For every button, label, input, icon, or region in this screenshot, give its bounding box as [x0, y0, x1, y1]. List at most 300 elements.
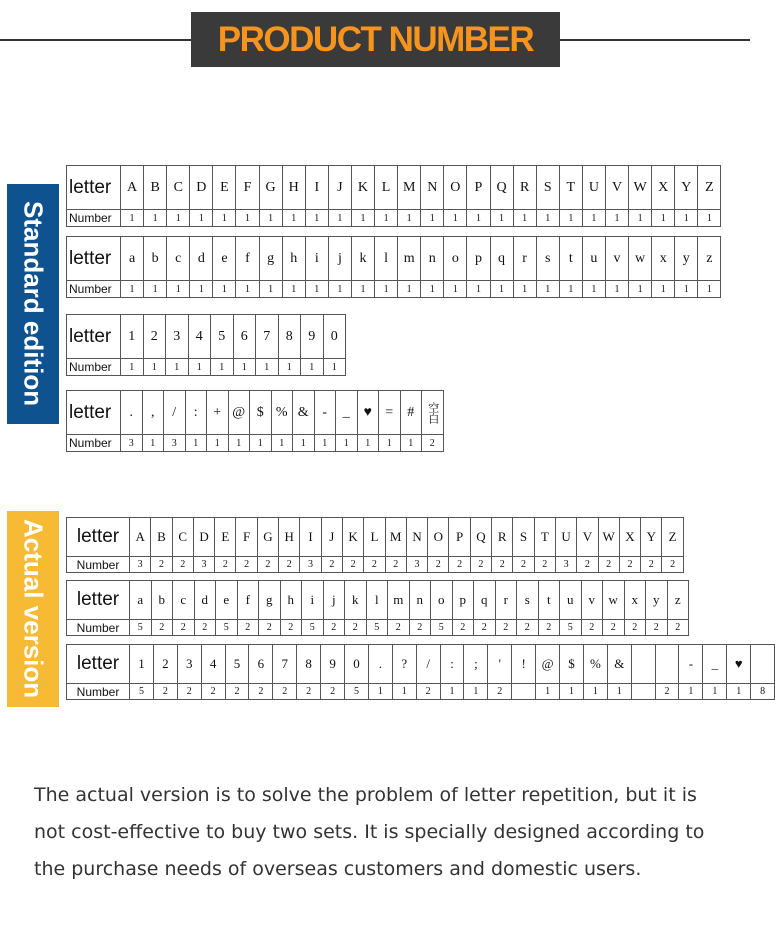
number-cell: 2 — [645, 619, 668, 636]
letter-label: letter — [66, 314, 121, 359]
symbol-cell: e — [215, 580, 238, 620]
number-label: Number — [66, 358, 121, 376]
number-cell: 1 — [305, 209, 329, 227]
symbol-cell: y — [645, 580, 668, 620]
symbol-cell: o — [430, 580, 453, 620]
number-cell: 2 — [491, 556, 513, 573]
header-rule-right — [560, 39, 750, 41]
number-cell: 1 — [440, 683, 465, 700]
symbol-cell: . — [120, 390, 143, 435]
number-cell: 1 — [392, 683, 417, 700]
number-cell: 2 — [151, 619, 174, 636]
symbol-cell: p — [452, 580, 475, 620]
actual-table-3 — [67, 645, 775, 700]
number-cell: 1 — [259, 280, 283, 298]
number-cell: 1 — [235, 209, 259, 227]
symbol-cell: G — [259, 165, 283, 210]
number-row — [67, 435, 444, 452]
symbol-cell: a — [129, 580, 152, 620]
number-cell: 2 — [344, 619, 367, 636]
symbol-cell: . — [368, 644, 393, 684]
number-cell: 1 — [206, 434, 229, 452]
symbol-cell: Z — [661, 517, 683, 557]
symbol-cell: K — [351, 165, 375, 210]
number-cell: 1 — [374, 209, 398, 227]
number-cell: 2 — [640, 556, 662, 573]
number-cell: 2 — [495, 619, 518, 636]
number-cell: 1 — [142, 434, 165, 452]
symbol-cell: v — [581, 580, 604, 620]
number-cell: 1 — [351, 280, 375, 298]
number-cell: 2 — [661, 556, 683, 573]
number-cell: 1 — [120, 209, 144, 227]
number-cell: 1 — [143, 280, 167, 298]
symbol-cell: Z — [697, 165, 721, 210]
number-cell: 1 — [143, 209, 167, 227]
actual-table-2 — [67, 581, 689, 636]
symbol-cell: N — [420, 165, 444, 210]
number-cell: 2 — [342, 556, 364, 573]
symbol-cell: u — [582, 236, 606, 281]
number-cell: 1 — [314, 434, 337, 452]
symbol-row — [67, 581, 689, 620]
symbol-cell: = — [378, 390, 401, 435]
actual-table-1 — [67, 518, 684, 573]
symbol-cell: O — [443, 165, 467, 210]
number-cell: 1 — [282, 280, 306, 298]
symbol-cell: X — [651, 165, 675, 210]
symbol-cell: M — [385, 517, 407, 557]
symbol-cell: $ — [559, 644, 584, 684]
number-cell: 2 — [538, 619, 561, 636]
number-cell: 2 — [194, 619, 217, 636]
symbol-cell: J — [321, 517, 343, 557]
symbol-cell: E — [212, 165, 236, 210]
symbol-cell: H — [278, 517, 300, 557]
number-cell: 1 — [185, 434, 208, 452]
number-cell: 2 — [512, 556, 534, 573]
number-cell: 1 — [400, 434, 423, 452]
number-cell: 2 — [248, 683, 273, 700]
number-cell: 1 — [463, 683, 488, 700]
symbol-cell: 1 — [129, 644, 154, 684]
symbol-cell: o — [443, 236, 467, 281]
number-cell: 2 — [534, 556, 556, 573]
symbol-row — [67, 166, 721, 210]
symbol-cell — [655, 644, 680, 684]
actual-version-banner — [7, 511, 59, 707]
number-cell: 1 — [628, 280, 652, 298]
number-cell: 5 — [344, 683, 369, 700]
symbol-cell: , — [142, 390, 165, 435]
number-cell: 1 — [443, 209, 467, 227]
symbol-cell: r — [495, 580, 518, 620]
number-cell: 1 — [697, 280, 721, 298]
symbol-cell: + — [206, 390, 229, 435]
symbol-cell: A — [129, 517, 151, 557]
symbol-cell: w — [628, 236, 652, 281]
number-cell: 1 — [368, 683, 393, 700]
symbol-cell: x — [651, 236, 675, 281]
symbol-row — [67, 315, 346, 359]
symbol-cell: z — [667, 580, 690, 620]
symbol-cell: ' — [487, 644, 512, 684]
symbol-row — [67, 391, 444, 435]
symbol-cell: 7 — [255, 314, 279, 359]
letter-label: letter — [66, 580, 130, 620]
symbol-cell: c — [166, 236, 190, 281]
number-cell: 2 — [363, 556, 385, 573]
number-cell: 1 — [466, 280, 490, 298]
symbol-cell: A — [120, 165, 144, 210]
number-label: Number — [66, 209, 121, 227]
title-banner — [191, 12, 560, 67]
symbol-cell: l — [366, 580, 389, 620]
number-cell: 2 — [416, 683, 441, 700]
number-cell: 1 — [374, 280, 398, 298]
symbol-cell: U — [555, 517, 577, 557]
symbol-cell: 6 — [248, 644, 273, 684]
number-cell: 2 — [409, 619, 432, 636]
symbol-cell: ; — [463, 644, 488, 684]
number-cell: 1 — [443, 280, 467, 298]
number-cell: 2 — [624, 619, 647, 636]
symbol-cell: a — [120, 236, 144, 281]
number-cell: 1 — [357, 434, 380, 452]
symbol-cell: : — [440, 644, 465, 684]
number-cell: 1 — [651, 280, 675, 298]
symbol-cell: B — [143, 165, 167, 210]
symbol-row — [67, 645, 775, 684]
symbol-cell: / — [416, 644, 441, 684]
symbol-cell: h — [280, 580, 303, 620]
number-cell: 1 — [490, 209, 514, 227]
number-cell: 2 — [177, 683, 202, 700]
symbol-cell: z — [697, 236, 721, 281]
symbol-cell: i — [301, 580, 324, 620]
description-text: The actual version is to solve the problem of letter repetition, but it is not cost-effective to buy two sets. It is specially designed according to the purchase needs of overseas customers and domestic users. — [34, 784, 705, 880]
symbol-cell: 8 — [296, 644, 321, 684]
number-cell: 1 — [582, 280, 606, 298]
number-cell: 2 — [473, 619, 496, 636]
number-cell: 5 — [129, 619, 152, 636]
number-cell: 1 — [420, 280, 444, 298]
number-cell: 2 — [487, 683, 512, 700]
symbol-cell: x — [624, 580, 647, 620]
symbol-cell: 8 — [278, 314, 302, 359]
symbol-cell: u — [559, 580, 582, 620]
symbol-cell: 4 — [188, 314, 212, 359]
symbol-cell: G — [257, 517, 279, 557]
number-cell: 1 — [605, 209, 629, 227]
number-cell: 1 — [397, 280, 421, 298]
symbol-cell: D — [189, 165, 213, 210]
symbol-cell: H — [282, 165, 306, 210]
number-cell: 1 — [305, 280, 329, 298]
symbol-cell: ! — [511, 644, 536, 684]
symbol-cell: ♥ — [726, 644, 751, 684]
number-cell: 2 — [172, 556, 194, 573]
symbol-cell: V — [605, 165, 629, 210]
symbol-cell: Y — [674, 165, 698, 210]
symbol-cell: n — [409, 580, 432, 620]
symbol-cell: D — [193, 517, 215, 557]
number-cell: 1 — [143, 358, 167, 376]
number-cell: 1 — [559, 683, 584, 700]
number-cell: 5 — [215, 619, 238, 636]
number-cell: 3 — [129, 556, 151, 573]
symbol-cell: 0 — [323, 314, 347, 359]
symbol-cell: S — [536, 165, 560, 210]
number-cell: 1 — [678, 683, 703, 700]
symbol-cell: N — [406, 517, 428, 557]
number-cell: 1 — [212, 280, 236, 298]
number-cell: 1 — [651, 209, 675, 227]
symbol-cell: 3 — [177, 644, 202, 684]
number-cell: 1 — [271, 434, 294, 452]
number-cell: 1 — [189, 280, 213, 298]
symbol-cell: P — [448, 517, 470, 557]
symbol-cell: s — [536, 236, 560, 281]
number-cell: 8 — [750, 683, 775, 700]
number-label: Number — [66, 556, 130, 573]
number-cell: 1 — [466, 209, 490, 227]
symbol-cell: q — [473, 580, 496, 620]
number-cell: 2 — [257, 556, 279, 573]
symbol-row — [67, 518, 684, 557]
number-cell: 1 — [233, 358, 257, 376]
symbol-cell: 7 — [272, 644, 297, 684]
symbol-cell: R — [491, 517, 513, 557]
number-row — [67, 557, 684, 573]
symbol-cell: b — [143, 236, 167, 281]
symbol-cell: L — [363, 517, 385, 557]
symbol-cell: s — [516, 580, 539, 620]
symbol-cell: U — [582, 165, 606, 210]
number-cell: 1 — [188, 358, 212, 376]
number-cell: 5 — [430, 619, 453, 636]
number-cell: 1 — [328, 209, 352, 227]
number-cell: 1 — [259, 209, 283, 227]
number-cell: 1 — [513, 209, 537, 227]
symbol-cell: d — [194, 580, 217, 620]
symbol-cell: : — [185, 390, 208, 435]
number-cell: 3 — [406, 556, 428, 573]
number-row — [67, 359, 346, 376]
number-cell: 2 — [258, 619, 281, 636]
number-cell: 3 — [299, 556, 321, 573]
symbol-cell: 5 — [225, 644, 250, 684]
number-cell: 1 — [212, 209, 236, 227]
header-rule-left — [0, 39, 191, 41]
symbol-cell: v — [605, 236, 629, 281]
symbol-row — [67, 237, 721, 281]
number-cell: 2 — [201, 683, 226, 700]
symbol-cell: - — [678, 644, 703, 684]
symbol-cell: g — [259, 236, 283, 281]
number-label: Number — [66, 683, 130, 700]
number-cell: 1 — [120, 358, 144, 376]
symbol-cell: V — [576, 517, 598, 557]
number-label: Number — [66, 434, 121, 452]
symbol-cell: # — [400, 390, 423, 435]
number-cell: 5 — [366, 619, 389, 636]
number-cell: 2 — [214, 556, 236, 573]
number-cell: 1 — [120, 280, 144, 298]
symbol-cell: R — [513, 165, 537, 210]
number-cell: 3 — [120, 434, 143, 452]
symbol-cell: / — [163, 390, 186, 435]
number-cell: 1 — [490, 280, 514, 298]
symbol-cell: 5 — [210, 314, 234, 359]
symbol-cell: t — [559, 236, 583, 281]
number-cell: 2 — [427, 556, 449, 573]
number-cell: 2 — [235, 556, 257, 573]
symbol-cell: ? — [392, 644, 417, 684]
number-row — [67, 620, 689, 636]
number-cell: 1 — [235, 280, 259, 298]
symbol-cell: Y — [640, 517, 662, 557]
symbol-cell: Q — [490, 165, 514, 210]
number-cell: 1 — [605, 280, 629, 298]
symbol-cell: _ — [335, 390, 358, 435]
number-cell: 2 — [452, 619, 475, 636]
symbol-cell: E — [214, 517, 236, 557]
symbol-cell: B — [150, 517, 172, 557]
number-cell: 2 — [320, 683, 345, 700]
symbol-cell: m — [387, 580, 410, 620]
symbol-cell: F — [235, 165, 259, 210]
number-cell: 2 — [602, 619, 625, 636]
number-cell: 1 — [697, 209, 721, 227]
number-cell: 1 — [536, 209, 560, 227]
symbol-cell: C — [172, 517, 194, 557]
number-cell: 1 — [165, 358, 189, 376]
number-cell — [511, 683, 536, 700]
symbol-cell: p — [466, 236, 490, 281]
number-cell: 2 — [237, 619, 260, 636]
number-cell: 2 — [470, 556, 492, 573]
number-cell: 1 — [607, 683, 632, 700]
symbol-cell: % — [271, 390, 294, 435]
number-cell: 2 — [387, 619, 410, 636]
number-cell: 1 — [420, 209, 444, 227]
number-cell: 1 — [397, 209, 421, 227]
symbol-cell: k — [344, 580, 367, 620]
number-cell: 1 — [351, 209, 375, 227]
symbol-cell: 3 — [165, 314, 189, 359]
symbol-cell: y — [674, 236, 698, 281]
symbol-cell: l — [374, 236, 398, 281]
symbol-cell: c — [172, 580, 195, 620]
number-cell: 2 — [516, 619, 539, 636]
symbol-cell: & — [607, 644, 632, 684]
number-cell: 3 — [555, 556, 577, 573]
symbol-cell: X — [619, 517, 641, 557]
symbol-cell: d — [189, 236, 213, 281]
number-cell: 1 — [282, 209, 306, 227]
symbol-cell: f — [235, 236, 259, 281]
symbol-cell: J — [328, 165, 352, 210]
symbol-cell: f — [237, 580, 260, 620]
number-label: Number — [66, 619, 130, 636]
symbol-cell: - — [314, 390, 337, 435]
number-cell: 2 — [655, 683, 680, 700]
symbol-cell: & — [292, 390, 315, 435]
symbol-cell: j — [323, 580, 346, 620]
number-cell: 1 — [335, 434, 358, 452]
symbol-cell: F — [235, 517, 257, 557]
symbol-cell: w — [602, 580, 625, 620]
number-cell: 2 — [280, 619, 303, 636]
symbol-cell: S — [512, 517, 534, 557]
symbol-cell: 4 — [201, 644, 226, 684]
number-cell: 2 — [153, 683, 178, 700]
number-cell: 2 — [172, 619, 195, 636]
symbol-cell: Q — [470, 517, 492, 557]
standard-table-2 — [67, 237, 721, 298]
number-cell: 1 — [228, 434, 251, 452]
symbol-cell: M — [397, 165, 421, 210]
symbol-cell: t — [538, 580, 561, 620]
standard-table-3 — [67, 315, 346, 376]
number-cell: 2 — [421, 434, 444, 452]
number-cell: 1 — [323, 358, 347, 376]
symbol-cell: m — [397, 236, 421, 281]
number-cell: 2 — [619, 556, 641, 573]
number-cell: 1 — [674, 209, 698, 227]
symbol-cell: L — [374, 165, 398, 210]
symbol-cell — [750, 644, 775, 684]
number-cell: 2 — [272, 683, 297, 700]
number-cell: 2 — [321, 556, 343, 573]
letter-label: letter — [66, 236, 121, 281]
symbol-cell: 1 — [120, 314, 144, 359]
symbol-cell: @ — [535, 644, 560, 684]
number-cell: 1 — [328, 280, 352, 298]
symbol-cell: O — [427, 517, 449, 557]
number-cell: 1 — [166, 209, 190, 227]
symbol-cell: I — [299, 517, 321, 557]
symbol-cell: ♥ — [357, 390, 380, 435]
number-cell: 1 — [702, 683, 727, 700]
number-cell: 5 — [559, 619, 582, 636]
symbol-cell: % — [583, 644, 608, 684]
symbol-cell: n — [420, 236, 444, 281]
symbol-cell: 2 — [153, 644, 178, 684]
number-cell: 1 — [582, 209, 606, 227]
symbol-cell: e — [212, 236, 236, 281]
symbol-cell: 9 — [320, 644, 345, 684]
number-cell: 2 — [296, 683, 321, 700]
number-label: Number — [66, 280, 121, 298]
number-row — [67, 210, 721, 227]
number-cell: 1 — [210, 358, 234, 376]
symbol-cell — [631, 644, 656, 684]
number-cell: 2 — [150, 556, 172, 573]
symbol-cell: $ — [249, 390, 272, 435]
symbol-cell: C — [166, 165, 190, 210]
symbol-cell: 空白 — [421, 390, 444, 435]
letter-label: letter — [66, 644, 130, 684]
symbol-cell: b — [151, 580, 174, 620]
symbol-cell: i — [305, 236, 329, 281]
symbol-cell: g — [258, 580, 281, 620]
number-cell: 1 — [300, 358, 324, 376]
number-cell: 1 — [559, 209, 583, 227]
number-cell: 2 — [225, 683, 250, 700]
number-cell: 1 — [166, 280, 190, 298]
